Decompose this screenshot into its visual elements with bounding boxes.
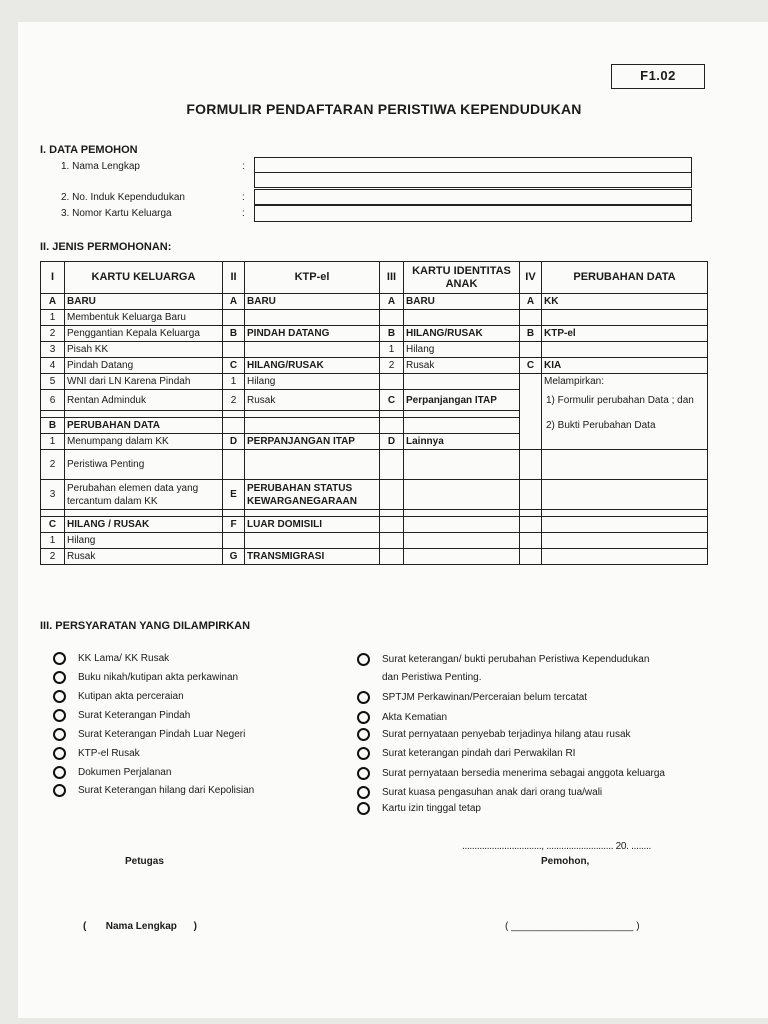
kk-num: 2 [41,549,65,565]
radio-circle-icon[interactable] [53,747,66,760]
table-row [41,310,708,326]
col-header-iv: IV [520,262,542,294]
table-row [41,533,708,549]
ktp-pindah-datang[interactable]: PINDAH DATANG [245,326,380,342]
req-label: Surat keterangan pindah dari Perwakilan RI [382,748,576,759]
pd-num: A [520,294,542,310]
kk-hilang-rusak[interactable]: HILANG / RUSAK [65,517,223,533]
form-title: FORMULIR PENDAFTARAN PERISTIWA KEPENDUDUKAN [186,101,582,117]
req-label: Buku nikah/kutipan akta perkawinan [78,672,239,683]
kia-num: D [380,434,404,450]
nik-field[interactable] [254,189,692,205]
kk-num: 1 [41,533,65,549]
kk-num: 4 [41,358,65,374]
section-1-heading: I. DATA PEMOHON [40,144,138,156]
col-header-i: I [41,262,65,294]
field-label-nama: 1. Nama Lengkap [61,161,140,172]
kk-penggantian-kepala-keluarga[interactable]: Penggantian Kepala Keluarga [65,326,223,342]
req-right-3[interactable] [357,728,631,741]
table-row [41,390,708,411]
col-header-kk: KARTU KELUARGA [65,262,223,294]
req-label: Kutipan akta perceraian [78,691,184,702]
radio-circle-icon[interactable] [53,784,66,797]
req-left-2[interactable] [53,690,184,703]
kk-pindah-datang[interactable]: Pindah Datang [65,358,223,374]
section-2-heading: II. JENIS PERMOHONAN: [40,241,172,253]
kk-wni-dari-ln[interactable]: WNI dari LN Karena Pindah [65,374,223,390]
pd-kia[interactable]: KIA [542,358,708,374]
kia-hilang-rusak[interactable]: HILANG/RUSAK [404,326,520,342]
kk-num: 3 [41,342,65,358]
kk-rentan-adminduk[interactable]: Rentan Adminduk [65,390,223,411]
col-header-iii: III [380,262,404,294]
kia-num: B [380,326,404,342]
kk-perubahan-data[interactable]: PERUBAHAN DATA [65,418,223,434]
kk-hilang[interactable]: Hilang [65,533,223,549]
kk-num: C [41,517,65,533]
date-line[interactable]: ................................, ........................... 20. ........ [462,841,651,852]
table-row [41,342,708,358]
kia-num: A [380,294,404,310]
kk-peristiwa-penting[interactable]: Peristiwa Penting [65,450,223,480]
ktp-num: 2 [223,390,245,411]
table-row [41,517,708,533]
kk-num: 2 [41,326,65,342]
radio-circle-icon[interactable] [357,691,370,704]
req-right-7[interactable] [357,802,481,815]
kk-num: A [41,294,65,310]
radio-circle-icon[interactable] [357,786,370,799]
req-right-5[interactable] [357,767,665,780]
col-header-ktp: KTP-el [245,262,380,294]
pemohon-name[interactable]: ( ______________________ ) [505,921,640,932]
table-row [41,358,708,374]
kk-membentuk-keluarga-baru[interactable]: Membentuk Keluarga Baru [65,310,223,326]
kia-num: C [380,390,404,411]
petugas-label: Petugas [125,856,164,867]
col-header-kia: KARTU IDENTITAS ANAK [404,262,520,294]
radio-circle-icon[interactable] [357,802,370,815]
kia-baru[interactable]: BARU [404,294,520,310]
pd-note-formulir: 1) Formulir perubahan Data ; dan [542,390,708,411]
req-left-1[interactable] [53,671,238,684]
kk-pisah-kk[interactable]: Pisah KK [65,342,223,358]
table-row [41,294,708,310]
ktp-num: B [223,326,245,342]
req-label: Dokumen Perjalanan [78,767,172,778]
ktp-num: 1 [223,374,245,390]
field-label-kk: 3. Nomor Kartu Keluarga [61,208,172,219]
nomor-kk-field[interactable] [254,205,692,222]
radio-circle-icon[interactable] [357,747,370,760]
req-right-4[interactable] [357,747,575,760]
field-label-nik: 2. No. Induk Kependudukan [61,192,185,203]
form-code: F1.02 [611,64,705,89]
pd-kk[interactable]: KK [542,294,708,310]
kk-num: 6 [41,390,65,411]
ktp-num: E [223,480,245,510]
req-left-4[interactable] [53,728,245,741]
table-row [41,326,708,342]
kia-perpanjangan-itap[interactable]: Perpanjangan ITAP [404,390,520,411]
ktp-hilang-rusak[interactable]: HILANG/RUSAK [245,358,380,374]
field-colon: : [242,208,245,219]
ktp-perpanjangan-itap[interactable]: PERPANJANGAN ITAP [245,434,380,450]
req-right-6[interactable] [357,786,602,799]
radio-circle-icon[interactable] [357,653,370,666]
pd-num: C [520,358,542,374]
radio-circle-icon[interactable] [53,709,66,722]
pd-note-bukti: 2) Bukti Perubahan Data [542,418,708,434]
req-left-3[interactable] [53,709,190,722]
kia-hilang[interactable]: Hilang [404,342,520,358]
req-label: KK Lama/ KK Rusak [78,653,170,664]
kk-num: 3 [41,480,65,510]
req-label: Surat Keterangan Pindah [78,710,191,721]
nama-lengkap-field[interactable] [254,157,692,173]
req-label: Akta Kematian [382,712,448,723]
ktp-num: D [223,434,245,450]
radio-circle-icon[interactable] [357,767,370,780]
table-row [41,418,708,434]
col-header-ii: II [223,262,245,294]
ktp-transmigrasi[interactable]: TRANSMIGRASI [245,549,380,565]
req-label: KTP-el Rusak [78,748,140,759]
ktp-hilang[interactable]: Hilang [245,374,380,390]
ktp-num: G [223,549,245,565]
kk-rusak[interactable]: Rusak [65,549,223,565]
kk-num: 2 [41,450,65,480]
pemohon-label: Pemohon, [541,856,590,867]
kia-num: 2 [380,358,404,374]
table-row [41,450,708,480]
section-3-heading: III. PERSYARATAN YANG DILAMPIRKAN [40,620,251,632]
req-right-0[interactable] [357,653,649,666]
req-label: Surat Keterangan hilang dari Kepolisian [78,785,255,796]
kia-lainnya[interactable]: Lainnya [404,434,520,450]
req-right-1[interactable] [357,691,587,704]
ktp-perubahan-status[interactable]: PERUBAHAN STATUS KEWARGANEGARAAN [245,480,380,510]
kia-num: 1 [380,342,404,358]
radio-circle-icon[interactable] [53,671,66,684]
req-left-6[interactable] [53,766,171,779]
kk-perubahan-elemen[interactable]: Perubahan elemen data yang tercantum dalam KK [65,480,223,510]
kk-num: 5 [41,374,65,390]
pd-note-melampirkan: Melampirkan: [542,374,708,390]
table-header-row [41,262,708,294]
table-row [41,480,708,510]
req-left-5[interactable] [53,747,140,760]
kk-baru[interactable]: BARU [65,294,223,310]
radio-circle-icon[interactable] [53,652,66,665]
req-label: SPTJM Perkawinan/Perceraian belum tercatat [382,692,588,703]
radio-circle-icon[interactable] [53,690,66,703]
col-header-pd: PERUBAHAN DATA [542,262,708,294]
radio-circle-icon[interactable] [357,711,370,724]
req-label: Surat pernyataan penyebab terjadinya hilang atau rusak [382,729,631,740]
table-row [41,549,708,565]
kk-num: B [41,418,65,434]
radio-circle-icon[interactable] [53,766,66,779]
kk-num: 1 [41,434,65,450]
table-row [41,434,708,450]
req-label: Surat Keterangan Pindah Luar Negeri [78,729,246,740]
ktp-luar-domisili[interactable]: LUAR DOMISILI [245,517,380,533]
field-colon: : [242,161,245,172]
ktp-baru[interactable]: BARU [245,294,380,310]
radio-circle-icon[interactable] [53,728,66,741]
pd-ktp-el[interactable]: KTP-el [542,326,708,342]
nama-lengkap-field-line2[interactable] [254,173,692,188]
req-left-7[interactable] [53,784,254,797]
req-label: Kartu izin tinggal tetap [382,803,481,814]
req-label: Surat kuasa pengasuhan anak dari orang tua/wali [382,787,603,798]
radio-circle-icon[interactable] [357,728,370,741]
pd-num: B [520,326,542,342]
kia-rusak[interactable]: Rusak [404,358,520,374]
kk-num: 1 [41,310,65,326]
table-row [41,374,708,390]
req-right-0-cont: dan Peristiwa Penting. [382,672,482,683]
field-colon: : [242,192,245,203]
ktp-num: A [223,294,245,310]
req-label: Surat keterangan/ bukti perubahan Peristiwa Kependudukan [382,654,650,665]
kk-menumpang[interactable]: Menumpang dalam KK [65,434,223,450]
petugas-name[interactable]: ( Nama Lengkap ) [83,921,197,932]
ktp-num: F [223,517,245,533]
ktp-rusak[interactable]: Rusak [245,390,380,411]
req-label: Surat pernyataan bersedia menerima sebagai anggota keluarga [382,768,665,779]
req-left-0[interactable] [53,652,169,665]
ktp-num: C [223,358,245,374]
req-right-2[interactable] [357,711,447,724]
permohonan-table [40,261,708,565]
